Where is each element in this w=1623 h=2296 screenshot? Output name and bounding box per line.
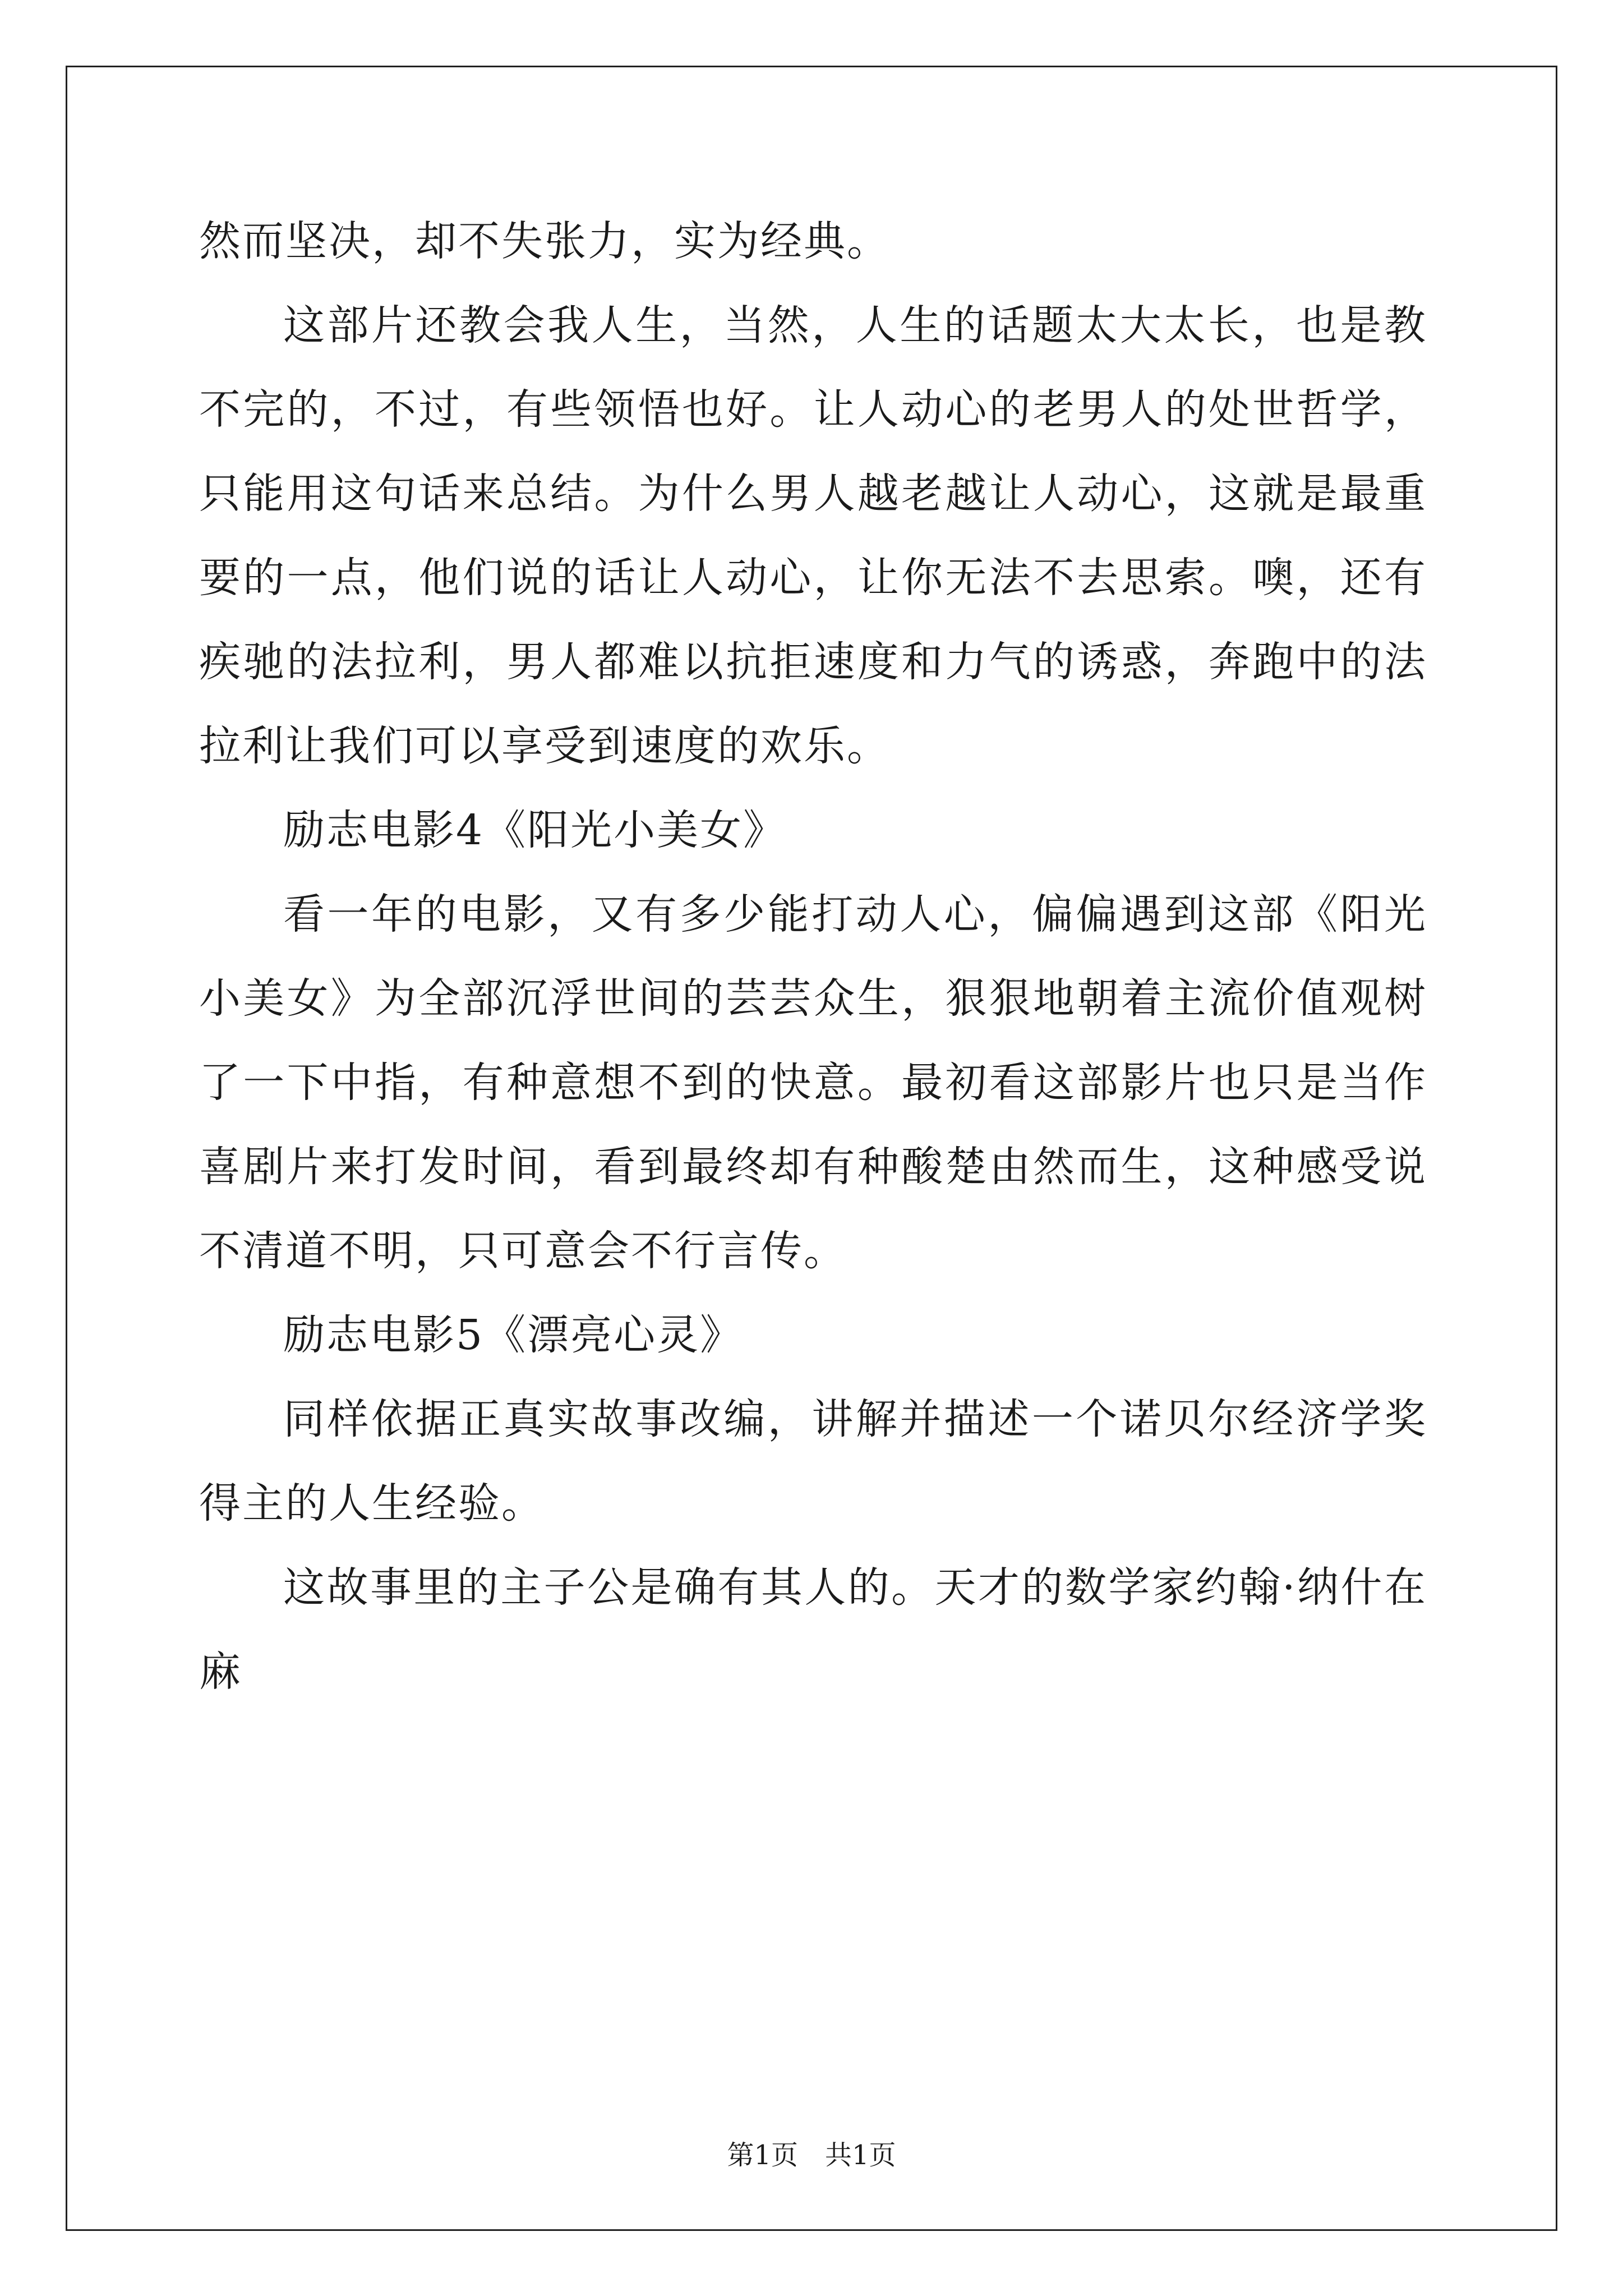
page-number-footer: 第1页 共1页 [727,2139,896,2171]
document-body [199,199,1427,1714]
paragraph-1: 然而坚决，却不失张力，实为经典。 [199,217,890,265]
paragraph-3: 看一年的电影，又有多少能打动人心，偏偏遇到这部《阳光小美女》为全部沉浮世间的芸芸众生，狠狠地朝着主流价值观树了一下中指，有种意想不到的快意。最初看这部影片也只是当作喜剧片来打发时间，看到最终却有种酸楚由然而生，这种感受说不清道不明，只可意会不行言传。 [199,890,1427,1275]
section-heading-5: 励志电影5《漂亮心灵》 [283,1311,744,1359]
section-heading-4: 励志电影4《阳光小美女》 [283,806,787,854]
paragraph-5: 这故事里的主子公是确有其人的。天才的数学家约翰·纳什在麻 [199,1563,1427,1696]
paragraph-2: 这部片还教会我人生，当然，人生的话题太大太长，也是教不完的，不过，有些领悟也好。让人动心的老男人的处世哲学，只能用这句话来总结。为什么男人越老越让人动心，这就是最重要的一点，他们说的话让人动心，让你无法不去思索。噢，还有疾驰的法拉利，男人都难以抗拒速度和力气的诱惑，奔跑中的法拉利让我们可以享受到速度的欢乐。 [199,301,1427,770]
paragraph-4: 同样依据正真实故事改编，讲解并描述一个诺贝尔经济学奖得主的人生经验。 [199,1395,1427,1527]
